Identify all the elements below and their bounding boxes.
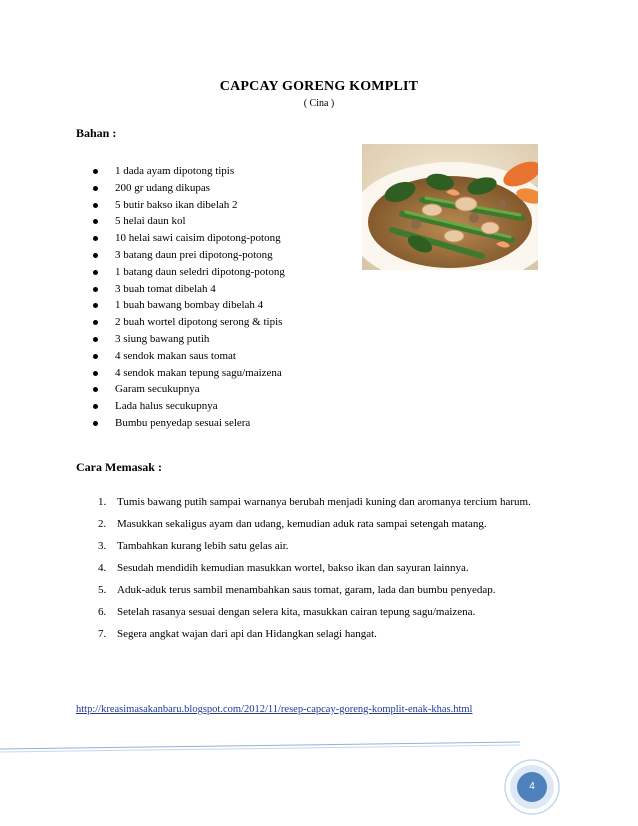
step-item: 3. Tambahkan kurang lebih satu gelas air. [98,540,289,552]
bullet-icon [93,421,98,426]
ingredient-item: Bumbu penyedap sesuai selera [91,415,285,432]
ingredient-item: 5 helai daun kol [91,213,285,230]
step-item: 4. Sesudah mendidih kemudian masukkan wortel, bakso ikan dan sayuran lainnya. [98,562,469,574]
bullet-icon [93,371,98,376]
footer-line-shadow [0,745,520,752]
capcay-dish-photo [362,144,538,270]
bullet-icon [93,219,98,224]
bullet-icon [93,354,98,359]
bullet-icon [93,270,98,275]
ingredient-item: 4 sendok makan saus tomat [91,348,285,365]
ingredient-item: 4 sendok makan tepung sagu/maizena [91,365,285,382]
ingredient-item: 10 helai sawi caisim dipotong-potong [91,230,285,247]
ingredient-item: Lada halus secukupnya [91,398,285,415]
step-item: 2. Masukkan sekaligus ayam dan udang, kemudian aduk rata sampai setengah matang. [98,518,487,530]
ingredient-item: 3 batang daun prei dipotong-potong [91,247,285,264]
step-item: 1. Tumis bawang putih sampai warnanya berubah menjadi kuning dan aromanya tercium harum. [98,496,531,508]
ingredient-item: 2 buah wortel dipotong serong & tipis [91,314,285,331]
ingredient-item: 3 siung bawang putih [91,331,285,348]
step-item: 6. Setelah rasanya sesuai dengan selera kita, masukkan cairan tepung sagu/maizena. [98,606,476,618]
source-link[interactable]: http://kreasimasakanbaru.blogspot.com/2012/11/resep-capcay-goreng-komplit-enak-khas.html [76,704,473,715]
ingredient-item: Garam secukupnya [91,381,285,398]
bullet-icon [93,253,98,258]
bullet-icon [93,169,98,174]
ingredient-item: 3 buah tomat dibelah 4 [91,281,285,298]
step-item: 7. Segera angkat wajan dari api dan Hidangkan selagi hangat. [98,628,377,640]
bullet-icon [93,320,98,325]
bullet-icon [93,337,98,342]
bullet-icon [93,287,98,292]
ingredient-item: 1 buah bawang bombay dibelah 4 [91,297,285,314]
ingredient-item: 5 butir bakso ikan dibelah 2 [91,197,285,214]
recipe-origin: ( Cina ) [303,98,335,109]
bullet-icon [93,186,98,191]
footer-line [0,742,520,749]
ingredient-item: 1 dada ayam dipotong tipis [91,163,285,180]
capcay-dish-illustration [362,144,538,270]
page-number: 4 [529,781,535,792]
ingredient-item: 200 gr udang dikupas [91,180,285,197]
recipe-title: CAPCAY GORENG KOMPLIT [219,79,419,94]
ingredients-list [91,163,285,432]
bullet-icon [93,404,98,409]
ingredients-heading: Bahan : [76,126,117,140]
ingredient-item: 1 batang daun seledri dipotong-potong [91,264,285,281]
bullet-icon [93,236,98,241]
bullet-icon [93,387,98,392]
bullet-icon [93,303,98,308]
step-item: 5. Aduk-aduk terus sambil menambahkan saus tomat, garam, lada dan bumbu penyedap. [98,584,496,596]
cooking-steps-list [98,491,568,645]
bullet-icon [93,203,98,208]
cooking-steps-heading: Cara Memasak : [76,460,162,474]
